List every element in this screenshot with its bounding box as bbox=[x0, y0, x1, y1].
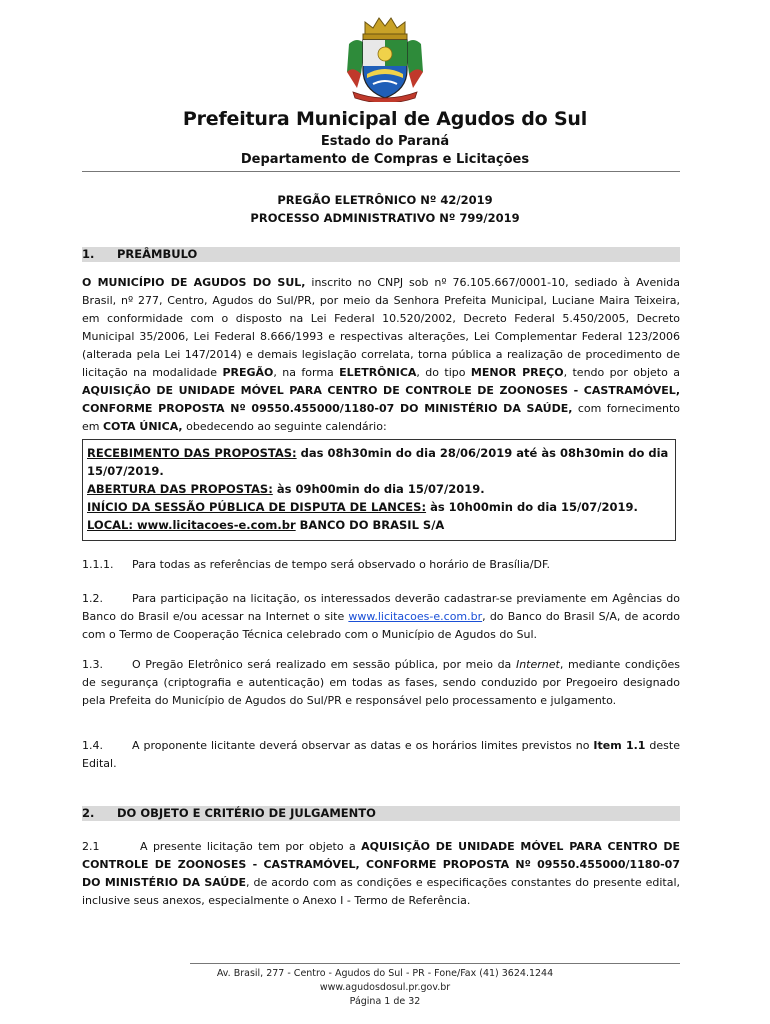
item-text: O Pregão Eletrônico será realizado em sessão pública, por meio da bbox=[132, 658, 516, 671]
text-run: , na forma bbox=[273, 366, 340, 379]
item-1-4 bbox=[82, 737, 680, 773]
item-number: 2.1 bbox=[82, 840, 100, 853]
text-bold: AQUISIÇÃO DE UNIDADE MÓVEL PARA CENTRO DE CONTROLE DE ZOONOSES - CASTRAMÓVEL, CONFORME PROPOSTA Nº 09550.455000/1180-07 DO MINISTÉRIO DA SAÚDE, bbox=[82, 384, 680, 415]
footer-divider bbox=[190, 963, 680, 964]
page-title: Prefeitura Municipal de Agudos do Sul bbox=[182, 108, 588, 130]
calendar-label: INÍCIO DA SESSÃO PÚBLICA DE DISPUTA DE LANCES: bbox=[87, 500, 427, 514]
pregao-number: PREGÃO ELETRÔNICO Nº 42/2019 bbox=[277, 193, 493, 207]
item-text: , de acordo com as condições e especificações constantes do presente edital, inclusive seus anexos, especialmente o Anexo I - Termo de Referência. bbox=[82, 876, 680, 907]
calendar-value: BANCO DO BRASIL S/A bbox=[295, 518, 445, 532]
item-text: deste Edital. bbox=[82, 739, 680, 770]
licitacoes-link[interactable]: www.licitacoes-e.com.br bbox=[348, 610, 483, 623]
state-name: Estado do Paraná bbox=[320, 134, 450, 149]
calendar-value: às 10h00min do dia 15/07/2019. bbox=[426, 500, 638, 514]
calendar-line-receipt bbox=[87, 444, 671, 480]
footer-site[interactable]: www.agudosdosul.pr.gov.br bbox=[319, 982, 451, 993]
item-text: A presente licitação tem por objeto a bbox=[140, 840, 362, 853]
preamble-paragraph bbox=[82, 274, 680, 436]
item-1-1-1 bbox=[82, 556, 680, 574]
text-bold: COTA ÚNICA, bbox=[102, 420, 183, 433]
calendar-label: RECEBIMENTO DAS PROPOSTAS: bbox=[87, 446, 297, 460]
item-number: 1.2. bbox=[82, 592, 103, 605]
item-text: , do Banco do Brasil S/A, de acordo com o Termo de Cooperação Técnica celebrado com o Município de Agudos do Sul. bbox=[82, 610, 680, 641]
section-number: 1. bbox=[82, 247, 95, 261]
item-1-3 bbox=[82, 656, 680, 710]
item-text: , mediante condições de segurança (criptografia e autenticação) em todas as fases, sendo conduzido por Pregoeiro designado pela Prefeita do Município de Agudos do Sul/PR e responsável pelo processamento e julgamento. bbox=[82, 658, 680, 707]
department-name: Departamento de Compras e Licitações bbox=[240, 152, 530, 167]
text-run: com fornecimento em bbox=[82, 402, 680, 433]
page-number: Página 1 de 32 bbox=[349, 996, 421, 1007]
text-bold: MENOR PREÇO bbox=[470, 366, 564, 379]
text-run: , tendo por objeto a bbox=[563, 366, 680, 379]
text-bold: PREGÃO bbox=[222, 366, 274, 379]
item-number: 1.1.1. bbox=[82, 558, 114, 571]
item-2-1 bbox=[82, 838, 680, 910]
item-italic: Internet bbox=[515, 658, 560, 671]
item-bold: AQUISIÇÃO DE UNIDADE MÓVEL PARA CENTRO DE CONTROLE DE ZOONOSES - CASTRAMÓVEL, CONFORME PROPOSTA Nº 09550.455000/1180-07 DO MINISTÉRIO DA SAÚDE bbox=[82, 840, 680, 889]
item-number: 1.4. bbox=[82, 739, 103, 752]
header-divider bbox=[82, 171, 680, 172]
item-text: Para todas as referências de tempo será observado o horário de Brasília/DF. bbox=[132, 558, 551, 571]
section-1-heading bbox=[82, 247, 680, 262]
item-bold: Item 1.1 bbox=[593, 739, 646, 752]
section-number: 2. bbox=[82, 806, 95, 820]
section-label: PREÂMBULO bbox=[117, 247, 198, 261]
calendar-value: das 08h30min do dia 28/06/2019 até às 08h30min do dia 15/07/2019. bbox=[87, 446, 669, 478]
municipal-coat-of-arms-icon bbox=[343, 14, 427, 102]
footer-address: Av. Brasil, 277 - Centro - Agudos do Sul - PR - Fone/Fax (41) 3624.1244 bbox=[216, 968, 554, 979]
processo-number: PROCESSO ADMINISTRATIVO Nº 799/2019 bbox=[250, 211, 520, 225]
item-text: A proponente licitante deverá observar as datas e os horários limites previstos no bbox=[132, 739, 594, 752]
text-run: , do tipo bbox=[416, 366, 471, 379]
calendar-line-session bbox=[87, 498, 671, 516]
text-bold: O MUNICÍPIO DE AGUDOS DO SUL, bbox=[82, 276, 306, 289]
item-text: Para participação na licitação, os interessados deverão cadastrar-se previamente em Agências do Banco do Brasil e/ou acessar na Internet o site bbox=[82, 592, 680, 623]
item-number: 1.3. bbox=[82, 658, 103, 671]
item-1-2 bbox=[82, 590, 680, 644]
calendar-line-location bbox=[87, 516, 671, 534]
calendar-value: às 09h00min do dia 15/07/2019. bbox=[272, 482, 485, 496]
calendar-location-link[interactable]: LOCAL: www.licitacoes-e.com.br bbox=[87, 518, 296, 532]
calendar-label: ABERTURA DAS PROPOSTAS: bbox=[87, 482, 273, 496]
section-label: DO OBJETO E CRITÉRIO DE JULGAMENTO bbox=[117, 806, 376, 820]
text-bold: ELETRÔNICA bbox=[339, 366, 417, 379]
calendar-box bbox=[82, 439, 676, 541]
text-run: obedecendo ao seguinte calendário: bbox=[182, 420, 387, 433]
section-2-heading bbox=[82, 806, 680, 821]
calendar-line-opening bbox=[87, 480, 671, 498]
text-run: inscrito no CNPJ sob nº 76.105.667/0001-10, sediado à Avenida Brasil, nº 277, Centro, Agudos do Sul/PR, por meio da Senhora Prefeita Municipal, Luciane Maira Teixeira, em conformidade com o disposto na Lei Federal 10.520/2002, Decreto Federal 5.450/2005, Decreto Municipal 35/2006, Lei Federal 8.666/1993 e respectivas alterações, Lei Complementar Federal 123/2006 (alterada pela Lei 147/2014) e demais legislação correlata, torna pública a realização de procedimento de licitação na modalidade bbox=[82, 276, 680, 379]
